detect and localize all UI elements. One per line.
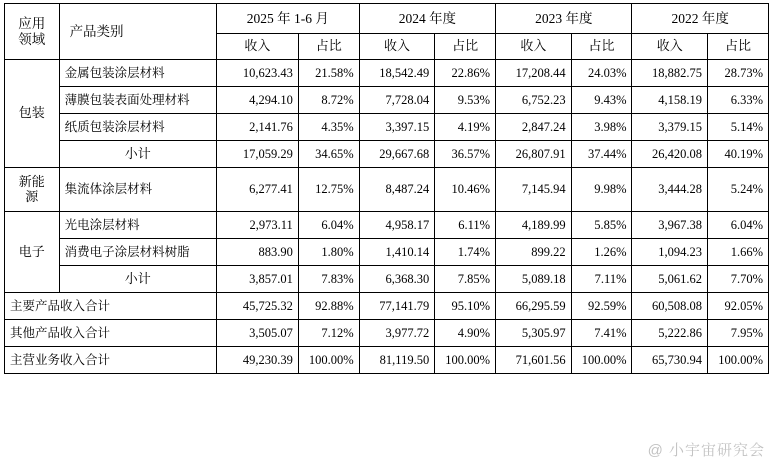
document-sheet xyxy=(0,3,773,466)
value-cell: 7,728.04 xyxy=(359,87,435,114)
summary-label: 其他产品收入合计 xyxy=(5,320,217,347)
value-cell: 95.10% xyxy=(435,293,496,320)
value-cell: 6,752.23 xyxy=(496,87,572,114)
table-row-summary xyxy=(5,293,769,320)
value-cell: 18,542.49 xyxy=(359,60,435,87)
table-row xyxy=(5,212,769,239)
summary-label: 主营业务收入合计 xyxy=(5,347,217,374)
value-cell: 45,725.32 xyxy=(216,293,298,320)
value-cell: 6,368.30 xyxy=(359,266,435,293)
value-cell: 4,958.17 xyxy=(359,212,435,239)
value-cell: 1,094.23 xyxy=(632,239,708,266)
subtotal-label: 小计 xyxy=(59,266,216,293)
header-period-2: 2023 年度 xyxy=(496,4,632,34)
value-cell: 4,158.19 xyxy=(632,87,708,114)
value-cell: 899.22 xyxy=(496,239,572,266)
value-cell: 6,277.41 xyxy=(216,168,298,212)
value-cell: 5.85% xyxy=(571,212,632,239)
header-revenue-0: 收入 xyxy=(216,34,298,60)
value-cell: 7.85% xyxy=(435,266,496,293)
value-cell: 4.19% xyxy=(435,114,496,141)
value-cell: 100.00% xyxy=(571,347,632,374)
value-cell: 100.00% xyxy=(708,347,769,374)
category-label: 消费电子涂层材料树脂 xyxy=(59,239,216,266)
value-cell: 71,601.56 xyxy=(496,347,572,374)
area-cell-electronics: 电子 xyxy=(5,212,60,293)
value-cell: 1.26% xyxy=(571,239,632,266)
value-cell: 1.80% xyxy=(298,239,359,266)
area-cell-new-energy-line2: 源 xyxy=(25,188,39,204)
value-cell: 10.46% xyxy=(435,168,496,212)
header-revenue-2: 收入 xyxy=(496,34,572,60)
value-cell: 5,305.97 xyxy=(496,320,572,347)
category-label: 集流体涂层材料 xyxy=(59,168,216,212)
value-cell: 3,397.15 xyxy=(359,114,435,141)
value-cell: 7.11% xyxy=(571,266,632,293)
value-cell: 92.05% xyxy=(708,293,769,320)
value-cell: 36.57% xyxy=(435,141,496,168)
header-period-3: 2022 年度 xyxy=(632,4,769,34)
value-cell: 6.04% xyxy=(298,212,359,239)
header-revenue-3: 收入 xyxy=(632,34,708,60)
value-cell: 2,973.11 xyxy=(216,212,298,239)
summary-label: 主要产品收入合计 xyxy=(5,293,217,320)
value-cell: 49,230.39 xyxy=(216,347,298,374)
header-row-periods xyxy=(5,4,769,34)
value-cell: 81,119.50 xyxy=(359,347,435,374)
value-cell: 4.35% xyxy=(298,114,359,141)
watermark: @ 小宇宙研究会 xyxy=(647,442,765,459)
revenue-breakdown-table xyxy=(4,3,769,374)
value-cell: 92.59% xyxy=(571,293,632,320)
table-row xyxy=(5,239,769,266)
header-application-area-line2: 领域 xyxy=(18,31,46,47)
header-revenue-1: 收入 xyxy=(359,34,435,60)
value-cell: 7.83% xyxy=(298,266,359,293)
value-cell: 1,410.14 xyxy=(359,239,435,266)
value-cell: 4,189.99 xyxy=(496,212,572,239)
value-cell: 3,857.01 xyxy=(216,266,298,293)
header-share-0: 占比 xyxy=(298,34,359,60)
value-cell: 7.95% xyxy=(708,320,769,347)
value-cell: 4.90% xyxy=(435,320,496,347)
table-row xyxy=(5,87,769,114)
value-cell: 24.03% xyxy=(571,60,632,87)
value-cell: 6.04% xyxy=(708,212,769,239)
value-cell: 37.44% xyxy=(571,141,632,168)
category-label: 薄膜包装表面处理材料 xyxy=(59,87,216,114)
value-cell: 77,141.79 xyxy=(359,293,435,320)
value-cell: 8.72% xyxy=(298,87,359,114)
value-cell: 3,977.72 xyxy=(359,320,435,347)
value-cell: 8,487.24 xyxy=(359,168,435,212)
value-cell: 60,508.08 xyxy=(632,293,708,320)
table-row xyxy=(5,114,769,141)
header-share-3: 占比 xyxy=(708,34,769,60)
value-cell: 4,294.10 xyxy=(216,87,298,114)
subtotal-label: 小计 xyxy=(59,141,216,168)
value-cell: 5,061.62 xyxy=(632,266,708,293)
table-row-subtotal xyxy=(5,266,769,293)
value-cell: 66,295.59 xyxy=(496,293,572,320)
value-cell: 34.65% xyxy=(298,141,359,168)
value-cell: 18,882.75 xyxy=(632,60,708,87)
area-cell-new-energy-line1: 新能 xyxy=(18,173,45,189)
category-label: 金属包装涂层材料 xyxy=(59,60,216,87)
value-cell: 26,807.91 xyxy=(496,141,572,168)
value-cell: 7,145.94 xyxy=(496,168,572,212)
category-label: 光电涂层材料 xyxy=(59,212,216,239)
value-cell: 100.00% xyxy=(298,347,359,374)
area-cell-packaging: 包装 xyxy=(5,60,60,168)
category-label: 纸质包装涂层材料 xyxy=(59,114,216,141)
table-row-summary xyxy=(5,347,769,374)
value-cell: 6.11% xyxy=(435,212,496,239)
value-cell: 7.70% xyxy=(708,266,769,293)
header-period-1: 2024 年度 xyxy=(359,4,495,34)
value-cell: 10,623.43 xyxy=(216,60,298,87)
value-cell: 26,420.08 xyxy=(632,141,708,168)
value-cell: 9.98% xyxy=(571,168,632,212)
value-cell: 29,667.68 xyxy=(359,141,435,168)
value-cell: 2,847.24 xyxy=(496,114,572,141)
value-cell: 6.33% xyxy=(708,87,769,114)
header-share-2: 占比 xyxy=(571,34,632,60)
value-cell: 3,379.15 xyxy=(632,114,708,141)
table-body xyxy=(5,60,769,374)
value-cell: 3.98% xyxy=(571,114,632,141)
value-cell: 5,089.18 xyxy=(496,266,572,293)
table-row-subtotal xyxy=(5,141,769,168)
value-cell: 28.73% xyxy=(708,60,769,87)
table-row-summary xyxy=(5,320,769,347)
value-cell: 22.86% xyxy=(435,60,496,87)
header-share-1: 占比 xyxy=(435,34,496,60)
table-header xyxy=(5,4,769,60)
table-row xyxy=(5,60,769,87)
value-cell: 9.53% xyxy=(435,87,496,114)
value-cell: 1.74% xyxy=(435,239,496,266)
value-cell: 100.00% xyxy=(435,347,496,374)
table-row xyxy=(5,168,769,212)
value-cell: 12.75% xyxy=(298,168,359,212)
value-cell: 65,730.94 xyxy=(632,347,708,374)
header-application-area xyxy=(5,4,60,60)
value-cell: 17,059.29 xyxy=(216,141,298,168)
area-cell-new-energy xyxy=(5,168,60,212)
value-cell: 7.12% xyxy=(298,320,359,347)
value-cell: 17,208.44 xyxy=(496,60,572,87)
value-cell: 5.14% xyxy=(708,114,769,141)
value-cell: 9.43% xyxy=(571,87,632,114)
header-period-0: 2025 年 1-6 月 xyxy=(216,4,359,34)
value-cell: 883.90 xyxy=(216,239,298,266)
value-cell: 3,505.07 xyxy=(216,320,298,347)
value-cell: 3,444.28 xyxy=(632,168,708,212)
value-cell: 40.19% xyxy=(708,141,769,168)
value-cell: 5.24% xyxy=(708,168,769,212)
header-application-area-line1: 应用 xyxy=(18,15,46,31)
value-cell: 1.66% xyxy=(708,239,769,266)
value-cell: 2,141.76 xyxy=(216,114,298,141)
value-cell: 3,967.38 xyxy=(632,212,708,239)
value-cell: 5,222.86 xyxy=(632,320,708,347)
header-product-category: 产品类别 xyxy=(59,4,216,60)
value-cell: 92.88% xyxy=(298,293,359,320)
value-cell: 7.41% xyxy=(571,320,632,347)
value-cell: 21.58% xyxy=(298,60,359,87)
